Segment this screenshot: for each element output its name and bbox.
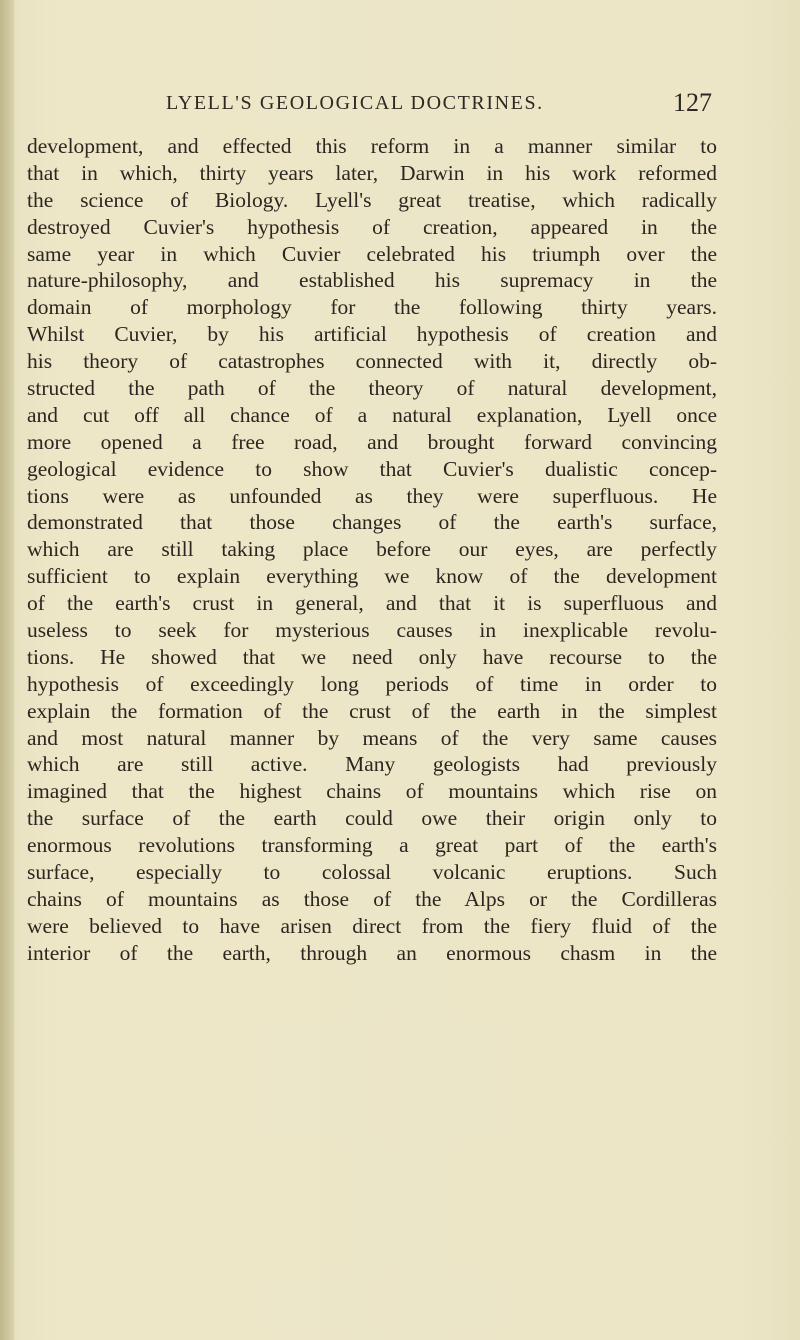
text-line: and most natural manner by means of the very same causes bbox=[27, 725, 717, 750]
text-line: imagined that the highest chains of mountains which rise on bbox=[27, 779, 717, 804]
text-line: sufficient to explain everything we know of the development bbox=[27, 564, 717, 589]
text-line: that in which, thirty years later, Darwin in his work reformed bbox=[27, 160, 717, 185]
text-line: which are still active. Many geologists had previously bbox=[27, 752, 717, 777]
text-line: useless to seek for mysterious causes in inexplicable revolu- bbox=[27, 618, 717, 643]
text-line: surface, especially to colossal volcanic eruptions. Such bbox=[27, 860, 717, 885]
text-line: structed the path of the theory of natural development, bbox=[27, 376, 717, 401]
text-line: Whilst Cuvier, by his artificial hypothesis of creation and bbox=[27, 322, 717, 347]
text-line: tions. He showed that we need only have recourse to the bbox=[27, 644, 717, 669]
body-text bbox=[27, 133, 717, 967]
text-line: his theory of catastrophes connected with it, directly ob- bbox=[27, 349, 717, 374]
text-line: the science of Biology. Lyell's great treatise, which radically bbox=[27, 187, 717, 212]
text-line: demonstrated that those changes of the earth's surface, bbox=[27, 510, 717, 535]
text-line: hypothesis of exceedingly long periods of time in order to bbox=[27, 671, 717, 696]
text-line: geological evidence to show that Cuvier's dualistic concep- bbox=[27, 456, 717, 481]
text-line: of the earth's crust in general, and that it is superfluous and bbox=[27, 591, 717, 616]
page-number: 127 bbox=[673, 88, 712, 117]
text-line: enormous revolutions transforming a great part of the earth's bbox=[27, 833, 717, 858]
text-line: domain of morphology for the following thirty years. bbox=[27, 295, 717, 320]
text-line: explain the formation of the crust of the earth in the simplest bbox=[27, 698, 717, 723]
running-head: LYELL'S GEOLOGICAL DOCTRINES. bbox=[166, 92, 544, 114]
text-line: the surface of the earth could owe their origin only to bbox=[27, 806, 717, 831]
text-line: destroyed Cuvier's hypothesis of creation, appeared in the bbox=[27, 214, 717, 239]
text-line: nature-philosophy, and established his supremacy in the bbox=[27, 268, 717, 293]
text-line: were believed to have arisen direct from the fiery fluid of the bbox=[27, 913, 717, 938]
text-line: same year in which Cuvier celebrated his triumph over the bbox=[27, 241, 717, 266]
text-line: which are still taking place before our eyes, are perfectly bbox=[27, 537, 717, 562]
text-line: interior of the earth, through an enormous chasm in the bbox=[27, 940, 717, 965]
text-line: more opened a free road, and brought forward convincing bbox=[27, 429, 717, 454]
text-line: tions were as unfounded as they were superfluous. He bbox=[27, 483, 717, 508]
text-line: and cut off all chance of a natural explanation, Lyell once bbox=[27, 402, 717, 427]
page-header bbox=[160, 88, 712, 124]
text-line: development, and effected this reform in a manner similar to bbox=[27, 134, 717, 158]
text-line: chains of mountains as those of the Alps or the Cordilleras bbox=[27, 886, 717, 911]
page-gutter bbox=[0, 0, 14, 1340]
